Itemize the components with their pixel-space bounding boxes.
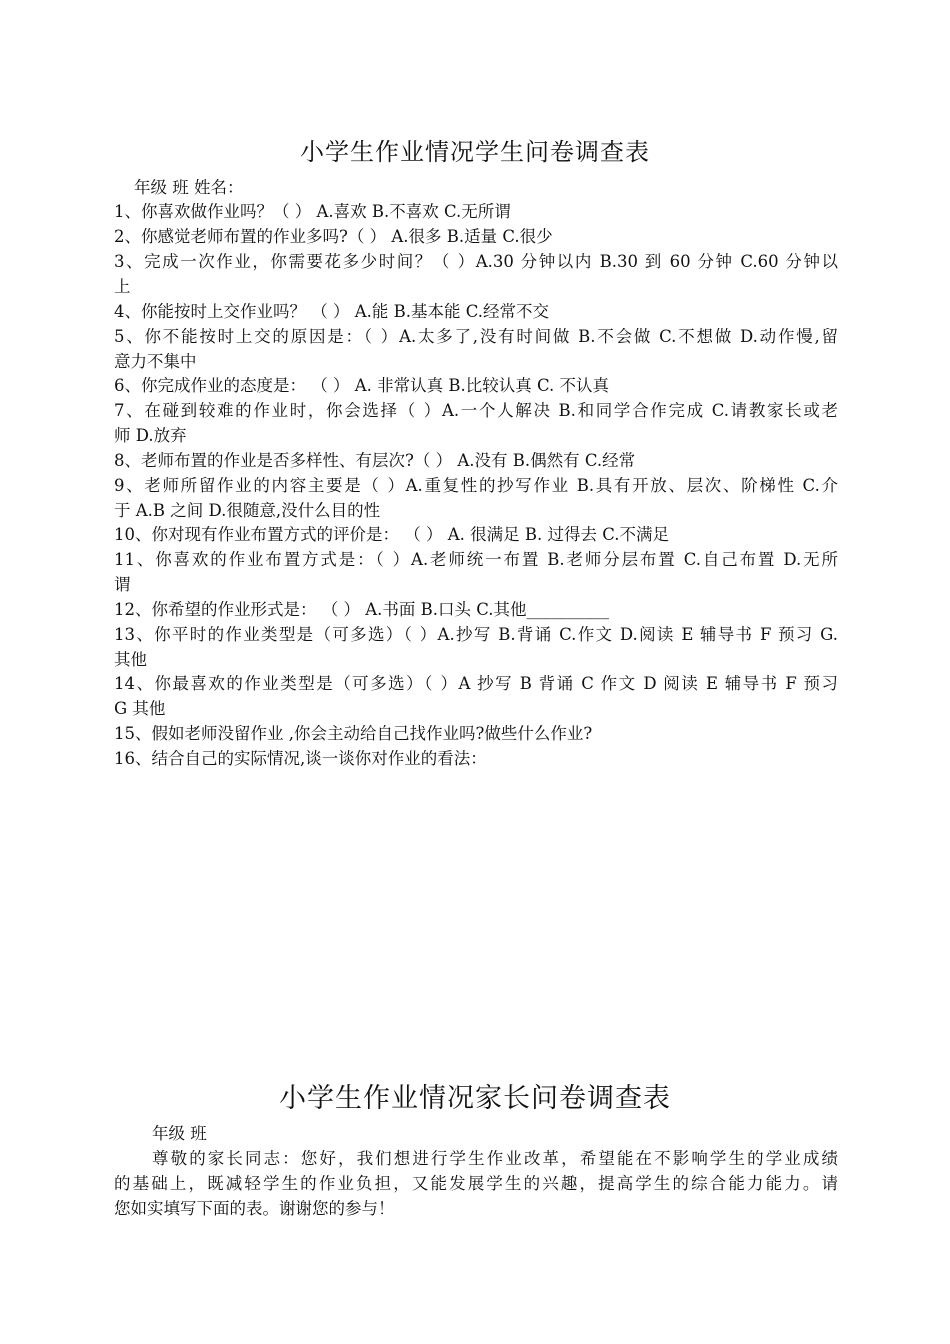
question-line: 6、你完成作业的态度是： （ ） A. 非常认真 B.比较认真 C. 不认真 [114, 376, 610, 395]
question-line: 13、你平时的作业类型是（可多选）（ ）A.抄写 B.背诵 C.作文 D.阅读 E 辅导书 F 预习 G. [114, 625, 838, 644]
question-line: 4、你能按时上交作业吗？ （ ） A.能 B.基本能 C.经常不交 [114, 302, 550, 321]
student-survey-header: 年级 班 姓名： [134, 178, 244, 197]
question-line: 5、你不能按时上交的原因是：（ ）A.太多了,没有时间做 B.不会做 C.不想做 D.动作慢,留 [114, 327, 838, 346]
question-line: 3、完成一次作业，你需要花多少时间？（ ）A.30 分钟以内 B.30 到 60 分钟 C.60 分钟以 [114, 252, 838, 271]
question-line: 1、你喜欢做作业吗？（ ） A.喜欢 B.不喜欢 C.无所谓 [114, 202, 511, 221]
question-line: 14、你最喜欢的作业类型是（可多选）（ ）A 抄写 B 背诵 C 作文 D 阅读 E 辅导书 F 预习 [114, 674, 838, 693]
question-line: 于 A.B 之间 D.很随意,没什么目的性 [114, 501, 381, 520]
parent-survey-header: 年级 班 [152, 1124, 207, 1143]
question-line: 意力不集中 [114, 352, 197, 371]
question-line: 11、你喜欢的作业布置方式是：（ ）A.老师统一布置 B.老师分层布置 C.自己布置 D.无所 [114, 550, 838, 569]
intro-line: 的基础上，既减轻学生的作业负担，又能发展学生的兴趣，提高学生的综合能力能力。请 [114, 1174, 838, 1193]
question-line: 其他 [114, 650, 147, 669]
question-line: 8、老师布置的作业是否多样性、有层次?（ ） A.没有 B.偶然有 C.经常 [114, 451, 636, 470]
question-line: 9、老师所留作业的内容主要是（ ）A.重复性的抄写作业 B.具有开放、层次、阶梯性 C.介 [114, 476, 838, 495]
question-line: 上 [114, 277, 131, 296]
question-line: 谓 [114, 575, 131, 594]
question-line: 师 D.放弃 [114, 426, 187, 445]
parent-survey-title: 小学生作业情况家长问卷调查表 [279, 1083, 671, 1114]
student-survey-title: 小学生作业情况学生问卷调查表 [300, 138, 650, 166]
question-line: 7、在碰到较难的作业时，你会选择（ ）A.一个人解决 B.和同学合作完成 C.请教家长或老 [114, 401, 838, 420]
intro-line: 您如实填写下面的表。谢谢您的参与！ [114, 1199, 395, 1218]
question-line: 2、你感觉老师布置的作业多吗?（ ） A.很多 B.适量 C.很少 [114, 227, 553, 246]
question-line: 16、结合自己的实际情况,谈一谈你对作业的看法： [114, 749, 487, 768]
intro-line: 尊敬的家长同志：您好，我们想进行学生作业改革，希望能在不影响学生的学业成绩 [152, 1149, 838, 1168]
question-line: 12、你希望的作业形式是： （ ） A.书面 B.口头 C.其他__________ [114, 600, 610, 619]
question-line: 10、你对现有作业布置方式的评价是： （ ） A. 很满足 B. 过得去 C.不满足 [114, 525, 670, 544]
question-line: 15、假如老师没留作业 ,你会主动给自己找作业吗?做些什么作业? [114, 724, 593, 743]
question-line: G 其他 [114, 699, 166, 718]
